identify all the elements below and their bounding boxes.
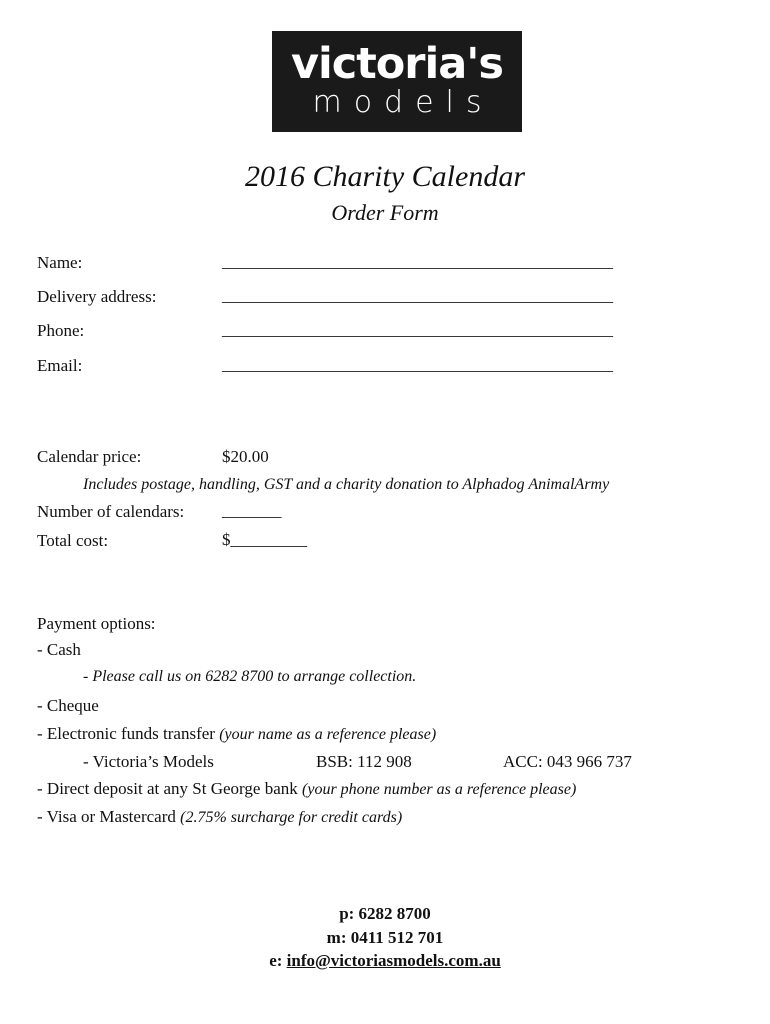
footer-email-prefix: e:	[269, 951, 283, 970]
eft-account-number: ACC: 043 966 737	[503, 752, 632, 771]
payment-heading: Payment options:	[37, 614, 156, 633]
logo-line-1: victoria's	[290, 39, 504, 89]
quantity-field[interactable]: _______	[222, 501, 282, 520]
calendar-price-value: $20.00	[222, 447, 269, 466]
phone-field[interactable]: ______________________________________________	[222, 320, 613, 339]
payment-deposit-label: - Direct deposit at any St George bank	[37, 779, 298, 798]
page-title: 2016 Charity Calendar	[244, 160, 525, 193]
payment-cheque: - Cheque	[37, 696, 99, 715]
quantity-label: Number of calendars:	[37, 502, 185, 521]
payment-eft	[37, 724, 436, 744]
footer-phone: p: 6282 8700	[339, 904, 431, 923]
logo-line-2: models	[312, 85, 494, 120]
logo	[272, 31, 522, 132]
eft-account-name: - Victoria’s Models	[83, 752, 214, 771]
eft-bsb: BSB: 112 908	[316, 752, 412, 771]
name-field[interactable]: ______________________________________________	[222, 252, 613, 271]
email-field[interactable]: ______________________________________________	[222, 355, 613, 374]
payment-cash: - Cash	[37, 640, 81, 659]
payment-card-label: - Visa or Mastercard	[37, 807, 176, 826]
name-label: Name:	[37, 253, 83, 272]
payment-deposit	[37, 779, 576, 799]
calendar-price-label: Calendar price:	[37, 447, 142, 466]
footer-email-link[interactable]: info@victoriasmodels.com.au	[286, 951, 501, 970]
payment-eft-label: - Electronic funds transfer	[37, 724, 215, 743]
total-cost-label: Total cost:	[37, 531, 109, 550]
footer-email-line	[0, 951, 770, 971]
email-label: Email:	[37, 356, 83, 375]
delivery-address-field[interactable]: ______________________________________________	[222, 286, 613, 305]
delivery-address-label: Delivery address:	[37, 287, 157, 306]
payment-eft-note: (your name as a reference please)	[219, 726, 437, 743]
payment-cash-note: - Please call us on 6282 8700 to arrange collection.	[83, 668, 417, 685]
price-note: Includes postage, handling, GST and a charity donation to Alphadog AnimalArmy	[83, 476, 610, 493]
total-cost-field[interactable]: $_________	[222, 530, 307, 549]
page-subtitle: Order Form	[331, 200, 439, 225]
payment-card	[37, 807, 402, 827]
payment-card-note: (2.75% surcharge for credit cards)	[180, 809, 403, 826]
footer-mobile: m: 0411 512 701	[326, 928, 444, 947]
payment-deposit-note: (your phone number as a reference please)	[302, 781, 577, 798]
phone-label: Phone:	[37, 321, 85, 340]
